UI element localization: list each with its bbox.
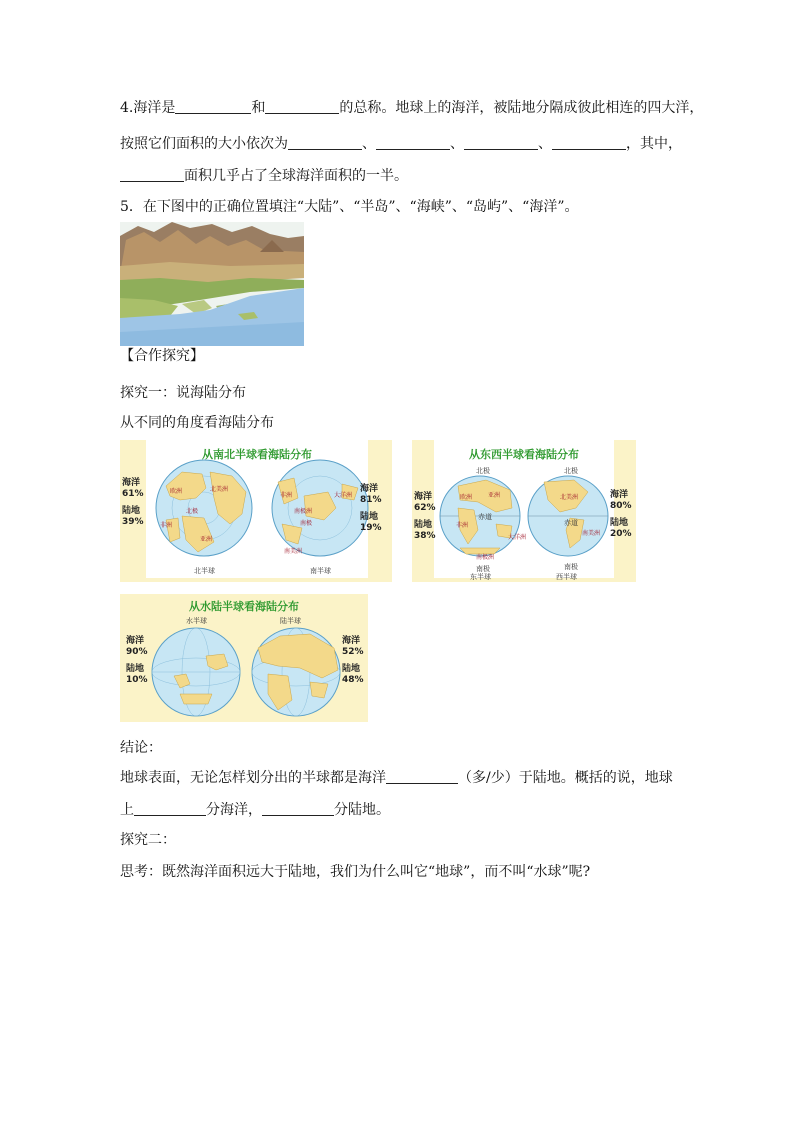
- answer-blank[interactable]: [120, 167, 184, 182]
- pole-label: 北极: [476, 467, 490, 475]
- wl-right-stats: [342, 636, 364, 686]
- continent-label: 非洲: [456, 522, 469, 529]
- land-label: 陆地: [360, 512, 379, 522]
- q4-text: 面积几乎占了全球海洋面积的一半。: [184, 168, 408, 184]
- continent-label: 亚洲: [200, 536, 213, 543]
- continent-label: 南极洲: [294, 508, 313, 515]
- conclusion-text: 地球表面，无论怎样划分出的半球都是海洋: [120, 770, 386, 786]
- q4-text: 和: [251, 100, 266, 116]
- land-percent: 19%: [360, 523, 382, 533]
- equator-label: 赤道: [564, 519, 578, 527]
- land-percent: 20%: [610, 529, 632, 539]
- separator: 、: [538, 136, 552, 152]
- land-label: 陆地: [610, 518, 629, 528]
- pole-label: 北极: [564, 467, 578, 475]
- land-label: 陆地: [126, 664, 145, 674]
- q4-line3: [120, 166, 408, 186]
- continent-label: 欧洲: [170, 488, 183, 495]
- hemisphere-label: 水半球: [186, 617, 207, 625]
- ocean-percent: 80%: [610, 501, 632, 511]
- continent-label: 欧洲: [460, 494, 473, 501]
- land-percent: 38%: [414, 531, 436, 541]
- answer-blank[interactable]: [134, 801, 206, 816]
- land-label: 陆地: [342, 664, 361, 674]
- pole-label: 南极: [564, 563, 578, 571]
- ew-left-stats: [414, 492, 436, 542]
- ns-right-stats: [360, 484, 382, 534]
- continent-label: 非洲: [280, 492, 293, 499]
- continent-label: 北极: [186, 508, 199, 515]
- continent-label: 亚洲: [488, 492, 501, 499]
- panel-north-south: [120, 440, 392, 582]
- equator-label: 赤道: [478, 513, 492, 521]
- ocean-percent: 61%: [122, 489, 144, 499]
- answer-blank[interactable]: [175, 99, 251, 114]
- conclusion-text: 上: [120, 802, 134, 818]
- continent-label: 大洋洲: [334, 492, 353, 499]
- conclusion-text: 分陆地。: [334, 802, 390, 818]
- ocean-label: 海洋: [610, 490, 629, 500]
- q4-line1: [120, 98, 703, 118]
- continent-label: 南极洲: [476, 554, 495, 561]
- q4-line2: [120, 134, 682, 154]
- hemisphere-label: 南半球: [310, 567, 331, 575]
- conclusion-text: 分海洋，: [206, 802, 262, 818]
- section-header: 【合作探究】: [120, 348, 204, 364]
- ns-left-stats: [122, 478, 144, 528]
- ocean-percent: 52%: [342, 647, 364, 657]
- land-label: 陆地: [122, 506, 141, 516]
- answer-blank[interactable]: [288, 135, 362, 150]
- answer-blank[interactable]: [552, 135, 626, 150]
- ocean-percent: 62%: [414, 503, 436, 513]
- ocean-percent: 81%: [360, 495, 382, 505]
- pole-label: 南极: [476, 565, 490, 573]
- ocean-label: 海洋: [122, 478, 141, 488]
- land-percent: 39%: [122, 517, 144, 527]
- conclusion-text: （多/少）于陆地。概括的说，地球: [458, 770, 673, 786]
- hemisphere-label: 西半球: [556, 573, 577, 581]
- answer-blank[interactable]: [376, 135, 450, 150]
- ew-right-stats: [610, 490, 632, 540]
- continent-label: 南极: [300, 520, 313, 527]
- q4-text: 4.海洋是: [120, 100, 176, 116]
- land-percent: 10%: [126, 675, 148, 685]
- answer-blank[interactable]: [265, 99, 339, 114]
- hemisphere-label: 北半球: [194, 567, 215, 575]
- answer-blank[interactable]: [464, 135, 538, 150]
- hemisphere-label: 东半球: [470, 573, 491, 581]
- inquiry1-subtitle: 从不同的角度看海陆分布: [120, 415, 274, 431]
- panel-east-west: [412, 440, 636, 582]
- continent-label: 南美洲: [284, 548, 303, 555]
- panel-title: 从南北半球看海陆分布: [202, 448, 312, 461]
- answer-blank[interactable]: [262, 801, 334, 816]
- panel-water-land: [120, 594, 368, 722]
- inquiry2-question: 思考：既然海洋面积远大于陆地，我们为什么叫它“地球”，而不叫“水球”呢?: [120, 864, 591, 880]
- land-percent: 48%: [342, 675, 364, 685]
- continent-label: 南美洲: [582, 530, 601, 537]
- continent-label: 北美洲: [560, 494, 579, 501]
- conclusion-line1: [120, 768, 673, 788]
- continent-label: 大洋洲: [508, 534, 527, 541]
- hemisphere-globes: [150, 626, 342, 718]
- ocean-label: 海洋: [342, 636, 361, 646]
- panel-title: 从水陆半球看海陆分布: [189, 600, 299, 613]
- ocean-label: 海洋: [126, 636, 145, 646]
- ocean-label: 海洋: [414, 492, 433, 502]
- conclusion-label: 结论：: [120, 740, 162, 756]
- q4-text: ，其中，: [626, 136, 682, 152]
- wl-left-stats: [126, 636, 148, 686]
- q4-text: 的总称。地球上的海洋，被陆地分隔成彼此相连的四大洋，: [339, 100, 704, 116]
- separator: 、: [362, 136, 376, 152]
- landscape-illustration: [120, 222, 304, 346]
- inquiry1-title: 探究一：说海陆分布: [120, 385, 246, 401]
- panel-title: 从东西半球看海陆分布: [469, 448, 579, 461]
- q4-text: 按照它们面积的大小依次为: [120, 136, 288, 152]
- ocean-label: 海洋: [360, 484, 379, 494]
- separator: 、: [450, 136, 464, 152]
- continent-label: 北美洲: [210, 486, 229, 493]
- hemisphere-label: 陆半球: [280, 617, 301, 625]
- q5-prompt: 5．在下图中的正确位置填注“大陆”、“半岛”、“海峡”、“岛屿”、“海洋”。: [120, 199, 579, 215]
- land-label: 陆地: [414, 520, 433, 530]
- answer-blank[interactable]: [386, 769, 458, 784]
- inquiry2-title: 探究二：: [120, 832, 176, 848]
- continent-label: 非洲: [160, 522, 173, 529]
- ocean-percent: 90%: [126, 647, 148, 657]
- hemisphere-globes: [438, 468, 612, 564]
- conclusion-line2: [120, 800, 390, 820]
